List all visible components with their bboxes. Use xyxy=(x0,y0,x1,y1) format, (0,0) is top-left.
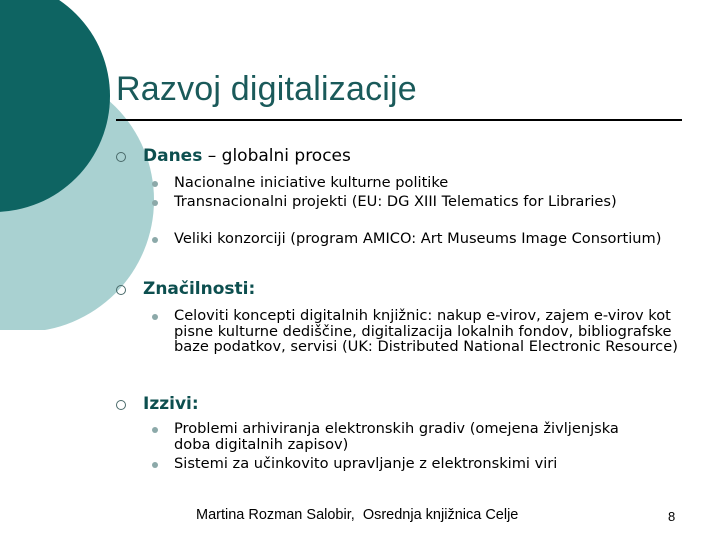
dot-bullet-icon xyxy=(152,427,158,433)
section-danes xyxy=(116,146,351,166)
list-item xyxy=(152,175,692,191)
dot-bullet-icon xyxy=(152,200,158,206)
dot-bullet-icon xyxy=(152,237,158,243)
list-item-text: Problemi arhiviranja elektronskih gradiv (omejena življenjska doba digitalnih zapisov) xyxy=(174,420,619,453)
list-item-text: Celoviti koncepti digitalnih knjižnic: nakup e-virov, zajem e-virov kot pisne kulturne dediščine, digitalizacija lokalnih fondov, bibliografske baze podatkov, servisi (UK: Distributed National Electronic Resource) xyxy=(174,307,678,356)
dot-bullet-icon xyxy=(152,314,158,320)
ring-bullet-icon xyxy=(116,152,126,162)
heading-bold: Danes xyxy=(143,146,203,166)
list-item xyxy=(152,194,632,210)
section-heading xyxy=(143,146,351,166)
list-item xyxy=(152,231,662,247)
section-heading xyxy=(143,394,199,414)
heading-rest: – globalni proces xyxy=(202,146,351,166)
list-item-text: Veliki konzorciji (program AMICO: Art Museums Image Consortium) xyxy=(174,230,662,247)
ring-bullet-icon xyxy=(116,400,126,410)
footer-author: Martina Rozman Salobir, Osrednja knjižnica Celje xyxy=(196,507,519,523)
ring-bullet-icon xyxy=(116,285,126,295)
dot-bullet-icon xyxy=(152,181,158,187)
list-item-text: Nacionalne iniciative kulturne politike xyxy=(174,174,449,191)
list-item-text: Transnacionalni projekti (EU: DG XIII Telematics for Libraries) xyxy=(174,193,617,210)
list-item xyxy=(152,456,692,472)
dot-bullet-icon xyxy=(152,462,158,468)
section-znacilnosti xyxy=(116,279,255,299)
list-item-text: Sistemi za učinkovito upravljanje z elektronskimi viri xyxy=(174,455,558,472)
list-item xyxy=(152,421,622,452)
page-number: 8 xyxy=(668,509,676,524)
section-heading xyxy=(143,279,255,299)
heading-bold: Izzivi: xyxy=(143,394,199,414)
list-item xyxy=(152,308,692,355)
heading-bold: Značilnosti: xyxy=(143,279,256,299)
title-divider xyxy=(116,119,682,121)
section-izzivi xyxy=(116,394,199,414)
slide-title: Razvoj digitalizacije xyxy=(116,70,417,108)
